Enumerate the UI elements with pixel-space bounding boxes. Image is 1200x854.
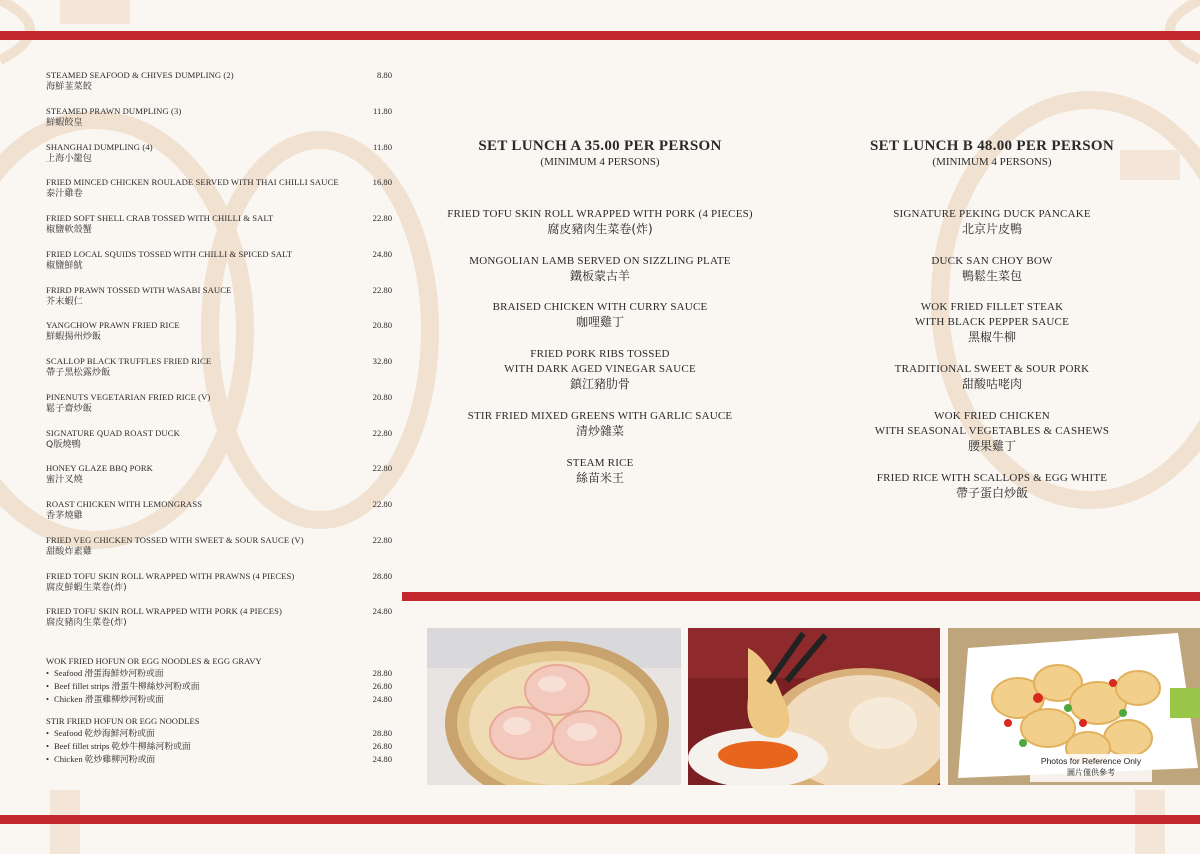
noodle-option-name: Beef fillet strips [54, 741, 110, 751]
menu-item-chinese-name: 鮮蝦揚州炒飯 [46, 331, 102, 343]
set-dish-name: STIR FRIED MIXED GREENS WITH GARLIC SAUCE [467, 410, 733, 422]
noodle-option-chinese: 乾炒牛柳絲河粉或面 [111, 742, 191, 752]
menu-item-price: 22.80 [372, 499, 392, 509]
set-dish-chinese: 腰果雞丁 [967, 439, 1016, 453]
set-dish-name: TRADITIONAL SWEET & SOUR PORK [894, 363, 1090, 375]
set-dish-name: FRIED PORK RIBS TOSSED [530, 348, 670, 360]
set-dish-chinese: 腐皮豬肉生菜卷(炸) [547, 222, 653, 236]
menu-item-name: YANGCHOW PRAWN FRIED RICE [46, 320, 180, 331]
noodle-option-price: 26.80 [372, 681, 392, 691]
menu-item [46, 70, 396, 93]
set-dish [797, 300, 1187, 345]
menu-item-name: SHANGHAI DUMPLING (4) [46, 141, 153, 152]
noodle-option-price: 28.80 [372, 668, 392, 678]
bottom-red-rule [0, 815, 1200, 824]
set-dish [405, 207, 795, 237]
set-a-title: SET LUNCH A 35.00 PER PERSON [478, 138, 722, 154]
dumpling-steamer-photo [427, 628, 681, 785]
set-dish [797, 409, 1187, 454]
menu-item [46, 213, 396, 236]
menu-item [46, 142, 396, 165]
menu-item [46, 428, 396, 451]
set-dish-chinese: 帶子蛋白炒飯 [955, 486, 1028, 500]
set-dish [405, 456, 795, 486]
noodle-option-chinese: 滑蛋雞柳炒河粉或面 [84, 695, 164, 705]
photo-disclaimer-zh: 圖片僅供參考 [1067, 768, 1115, 777]
set-dish-name: SIGNATURE PEKING DUCK PANCAKE [893, 208, 1091, 220]
menu-item [46, 571, 396, 594]
menu-item [46, 535, 396, 558]
menu-item-price: 22.80 [372, 284, 392, 295]
noodle-option [46, 740, 396, 753]
noodle-option [46, 667, 396, 680]
set-dish-name: MONGOLIAN LAMB SERVED ON SIZZLING PLATE [469, 255, 731, 267]
noodle-group [46, 716, 396, 766]
menu-item-name: FRIED VEG CHICKEN TOSSED WITH SWEET & SOUR SAUCE (V) [46, 534, 304, 545]
noodle-option-price: 28.80 [372, 728, 392, 738]
noodle-option-name: Chicken [54, 754, 83, 764]
menu-item-price: 24.80 [372, 248, 392, 259]
menu-item-chinese-name: 泰汁雞卷 [46, 188, 83, 200]
bullet-icon: • [46, 681, 50, 691]
set-dish [797, 207, 1187, 237]
menu-item-price: 16.80 [372, 177, 392, 188]
menu-item-price: 24.80 [372, 606, 392, 617]
menu-item [46, 392, 396, 415]
menu-item-name: FRIED LOCAL SQUIDS TOSSED WITH CHILLI & SPICED SALT [46, 248, 293, 259]
set-dish-name: WITH SEASONAL VEGETABLES & CASHEWS [874, 425, 1110, 437]
menu-item-price: 11.80 [372, 141, 392, 152]
menu-item [46, 249, 396, 272]
noodle-option-price: 24.80 [372, 754, 392, 764]
menu-item-name: FRIRD PRAWN TOSSED WITH WASABI SAUCE [46, 284, 232, 295]
menu-item-chinese-name: 椒鹽軟殼蟹 [46, 224, 92, 235]
menu-item-chinese-name: 鬆子齋炒飯 [46, 402, 92, 414]
set-dish-name: WOK FRIED CHICKEN [934, 410, 1050, 422]
set-dish-chinese: 絲苗米王 [575, 471, 624, 485]
menu-item-price: 11.80 [372, 105, 392, 116]
menu-item-chinese-name: 椒鹽鮮魷 [46, 259, 83, 271]
menu-item-name: SIGNATURE QUAD ROAST DUCK [46, 427, 180, 438]
set-dish [405, 300, 795, 330]
menu-item-name: STEAMED PRAWN DUMPLING (3) [46, 105, 182, 116]
set-dish [405, 409, 795, 439]
menu-item-chinese-name: 鮮蝦餃皇 [46, 116, 83, 128]
menu-item [46, 606, 396, 629]
set-dish-chinese: 鐵板蒙古羊 [569, 269, 630, 283]
menu-item-price: 20.80 [372, 320, 392, 331]
menu-item-name: HONEY GLAZE BBQ PORK [46, 463, 153, 474]
noodle-option [46, 753, 396, 766]
set-dish-name: FRIED RICE WITH SCALLOPS & EGG WHITE [876, 472, 1108, 484]
set-dish [405, 254, 795, 284]
bullet-icon: • [46, 754, 50, 764]
menu-item-name: STEAMED SEAFOOD & CHIVES DUMPLING (2) [46, 70, 234, 80]
menu-item-name: SCALLOP BLACK TRUFFLES FRIED RICE [46, 356, 212, 366]
menu-item-price: 22.80 [372, 463, 392, 474]
noodle-option-chinese: 乾炒海鮮河粉或面 [84, 729, 155, 739]
menu-item [46, 499, 396, 522]
set-b-subtitle: (MINIMUM 4 PERSONS) [932, 156, 1052, 168]
noodle-option-name: Chicken [54, 694, 83, 704]
bullet-icon: • [46, 728, 50, 738]
menu-item-price: 22.80 [372, 213, 392, 223]
menu-item [46, 463, 396, 486]
set-dish-name: WITH BLACK PEPPER SAUCE [914, 316, 1070, 328]
menu-item-name: FRIED MINCED CHICKEN ROULADE SERVED WITH THAI CHILLI SAUCE [46, 177, 339, 188]
menu-item [46, 320, 396, 343]
top-red-rule [0, 31, 1200, 40]
xiao-long-bao-photo [688, 628, 940, 785]
menu-item-name: FRIED TOFU SKIN ROLL WRAPPED WITH PRAWNS (4 PIECES) [46, 570, 295, 581]
set-dish-chinese: 北京片皮鴨 [961, 222, 1022, 236]
menu-item-chinese-name: 芥末蝦仁 [46, 295, 83, 307]
set-dish-name: STEAM RICE [566, 457, 634, 469]
menu-item-name: ROAST CHICKEN WITH LEMONGRASS [46, 499, 203, 509]
set-dish-chinese: 鴨鬆生菜包 [961, 269, 1022, 283]
menu-item-price: 22.80 [372, 534, 392, 545]
menu-item [46, 177, 396, 200]
noodle-option [46, 680, 396, 693]
photo-disclaimer-en: Photos for Reference Only [1040, 756, 1142, 766]
set-dish-name: FRIED TOFU SKIN ROLL WRAPPED WITH PORK (4 PIECES) [447, 208, 753, 220]
photo-disclaimer [1030, 754, 1152, 782]
noodle-option-name: Beef fillet strips [54, 681, 110, 691]
noodle-option-price: 24.80 [372, 694, 392, 704]
noodle-group-title: WOK FRIED HOFUN OR EGG NOODLES & EGG GRAVY [46, 656, 262, 666]
noodle-option [46, 693, 396, 706]
menu-item-chinese-name: 上海小籠包 [46, 152, 92, 164]
menu-item-name: FRIED TOFU SKIN ROLL WRAPPED WITH PORK (4 PIECES) [46, 606, 282, 617]
middle-red-rule [402, 592, 1200, 601]
set-dish-chinese: 鎮江豬肋骨 [569, 377, 630, 391]
set-dish-chinese: 甜酸咕咾肉 [961, 377, 1022, 391]
menu-item-chinese-name: 甜酸炸素雞 [46, 545, 92, 557]
noodle-group-title: STIR FRIED HOFUN OR EGG NOODLES [46, 716, 200, 726]
set-dish-name: WITH DARK AGED VINEGAR SAUCE [504, 363, 696, 375]
set-lunch-a-header [405, 137, 795, 169]
menu-item-chinese-name: 香茅燒雞 [46, 510, 83, 521]
noodle-option-chinese: 乾炒雞柳河粉或面 [84, 755, 156, 765]
menu-item-price: 22.80 [372, 427, 392, 438]
menu-item-price: 20.80 [372, 391, 392, 402]
noodle-option-name: Seafood [54, 668, 83, 678]
noodle-option-chinese: 滑蛋海鮮炒河粉或面 [84, 669, 164, 679]
set-dish [405, 347, 795, 392]
menu-item [46, 106, 396, 129]
menu-item-chinese-name: Q版燒鴨 [46, 438, 81, 450]
noodle-option-name: Seafood [54, 728, 83, 738]
set-dish [797, 362, 1187, 392]
menu-item-price: 8.80 [376, 70, 392, 80]
set-dish-name: DUCK SAN CHOY BOW [931, 255, 1053, 267]
menu-item-chinese-name: 腐皮豬肉生菜卷(炸) [46, 617, 127, 629]
noodle-option-price: 26.80 [372, 741, 392, 751]
menu-item-price: 32.80 [372, 356, 392, 366]
set-dish-chinese: 咖哩雞丁 [575, 315, 624, 329]
noodle-group [46, 656, 396, 706]
menu-item-chinese-name: 帶子黑松露炒飯 [46, 367, 111, 378]
menu-item-price: 28.80 [372, 570, 392, 581]
set-a-subtitle: (MINIMUM 4 PERSONS) [540, 156, 660, 168]
menu-item-name: PINENUTS VEGETARIAN FRIED RICE (V) [46, 391, 211, 402]
set-dish-chinese: 黑椒牛柳 [967, 330, 1016, 344]
set-dish-name: BRAISED CHICKEN WITH CURRY SAUCE [492, 301, 708, 313]
menu-item-chinese-name: 海鮮韮菜餃 [46, 81, 92, 92]
menu-item [46, 285, 396, 308]
set-dish-chinese: 清炒雜菜 [575, 424, 624, 438]
bullet-icon: • [46, 694, 50, 704]
menu-item [46, 356, 396, 379]
set-dish [797, 254, 1187, 284]
bullet-icon: • [46, 741, 50, 751]
set-dish-name: WOK FRIED FILLET STEAK [920, 301, 1064, 313]
menu-item-chinese-name: 蜜汁叉燒 [46, 474, 83, 486]
set-lunch-b-header [797, 137, 1187, 169]
set-b-title: SET LUNCH B 48.00 PER PERSON [870, 138, 1114, 154]
noodle-option-chinese: 滑蛋牛柳絲炒河粉或面 [111, 682, 200, 692]
menu-item-name: FRIED SOFT SHELL CRAB TOSSED WITH CHILLI & SALT [46, 213, 274, 223]
menu-item-chinese-name: 腐皮鮮蝦生菜卷(炸) [46, 581, 127, 593]
noodle-option [46, 727, 396, 740]
set-dish [797, 471, 1187, 501]
bullet-icon: • [46, 668, 50, 678]
